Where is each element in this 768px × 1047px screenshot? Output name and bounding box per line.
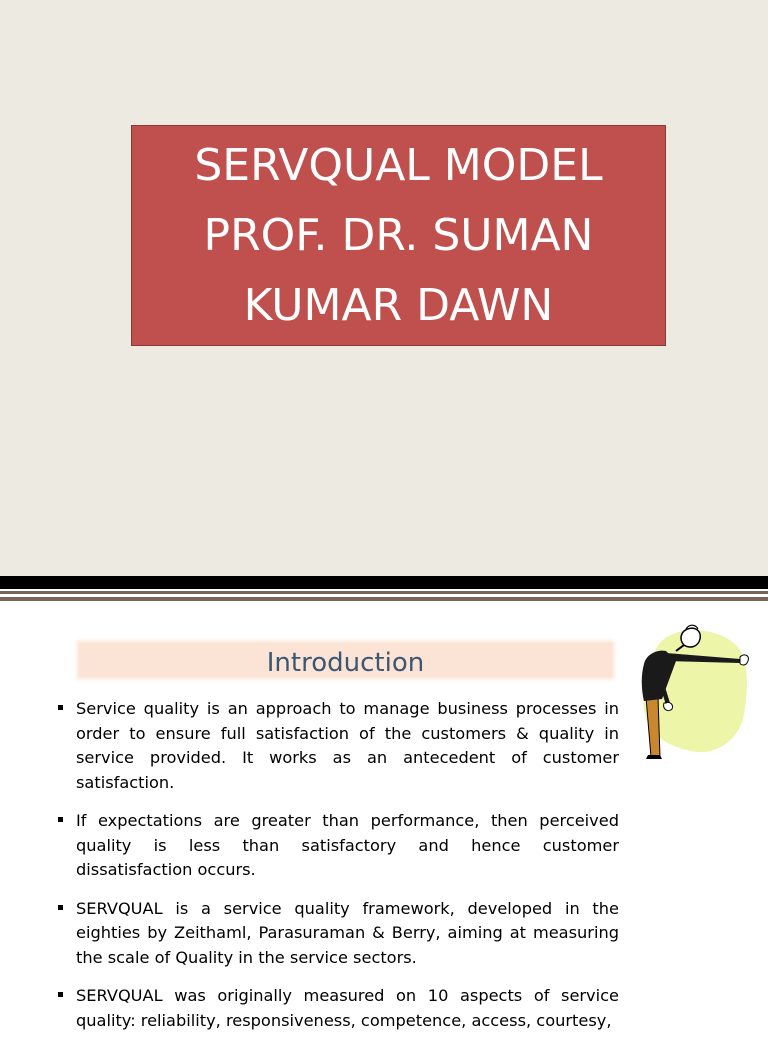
bullet-text: SERVQUAL was originally measured on 10 aspects of service quality: reliability, responsiveness, competence, access, courtesy, xyxy=(76,986,619,1030)
person-leaning-figure-icon xyxy=(636,619,754,761)
introduction-slide xyxy=(0,601,768,1030)
bullet-marker xyxy=(58,817,63,822)
slide-divider-thin-1 xyxy=(0,591,768,594)
title-box xyxy=(131,125,666,346)
slide-heading: Introduction xyxy=(266,648,425,678)
bullet-text: Service quality is an approach to manage business processes in order to ensure full satisfaction of the customers & quality in service provided. It works as an antecedent of customer satisfaction. xyxy=(76,699,619,792)
bullet-marker xyxy=(58,705,63,710)
title-line-2: PROF. DR. SUMAN xyxy=(203,209,594,261)
bullet-text: SERVQUAL is a service quality framework, developed in the eighties by Zeithaml, Parasuraman & Berry, aiming at measuring the scale of Quality in the service sectors. xyxy=(76,898,619,967)
bullet-item xyxy=(57,697,619,795)
title-line-1: SERVQUAL MODEL xyxy=(194,139,603,191)
bullet-marker xyxy=(58,992,63,997)
bullet-item xyxy=(57,984,619,1033)
bullet-marker xyxy=(58,905,63,910)
title-line-3: KUMAR DAWN xyxy=(243,279,554,331)
bullet-item xyxy=(57,897,619,971)
bullet-list xyxy=(57,697,619,1047)
bullet-item xyxy=(57,809,619,883)
slide-divider-thick xyxy=(0,576,768,589)
bullet-text: If expectations are greater than performance, then perceived quality is less than satisfactory and hence customer dissatisfaction occurs. xyxy=(76,811,619,879)
